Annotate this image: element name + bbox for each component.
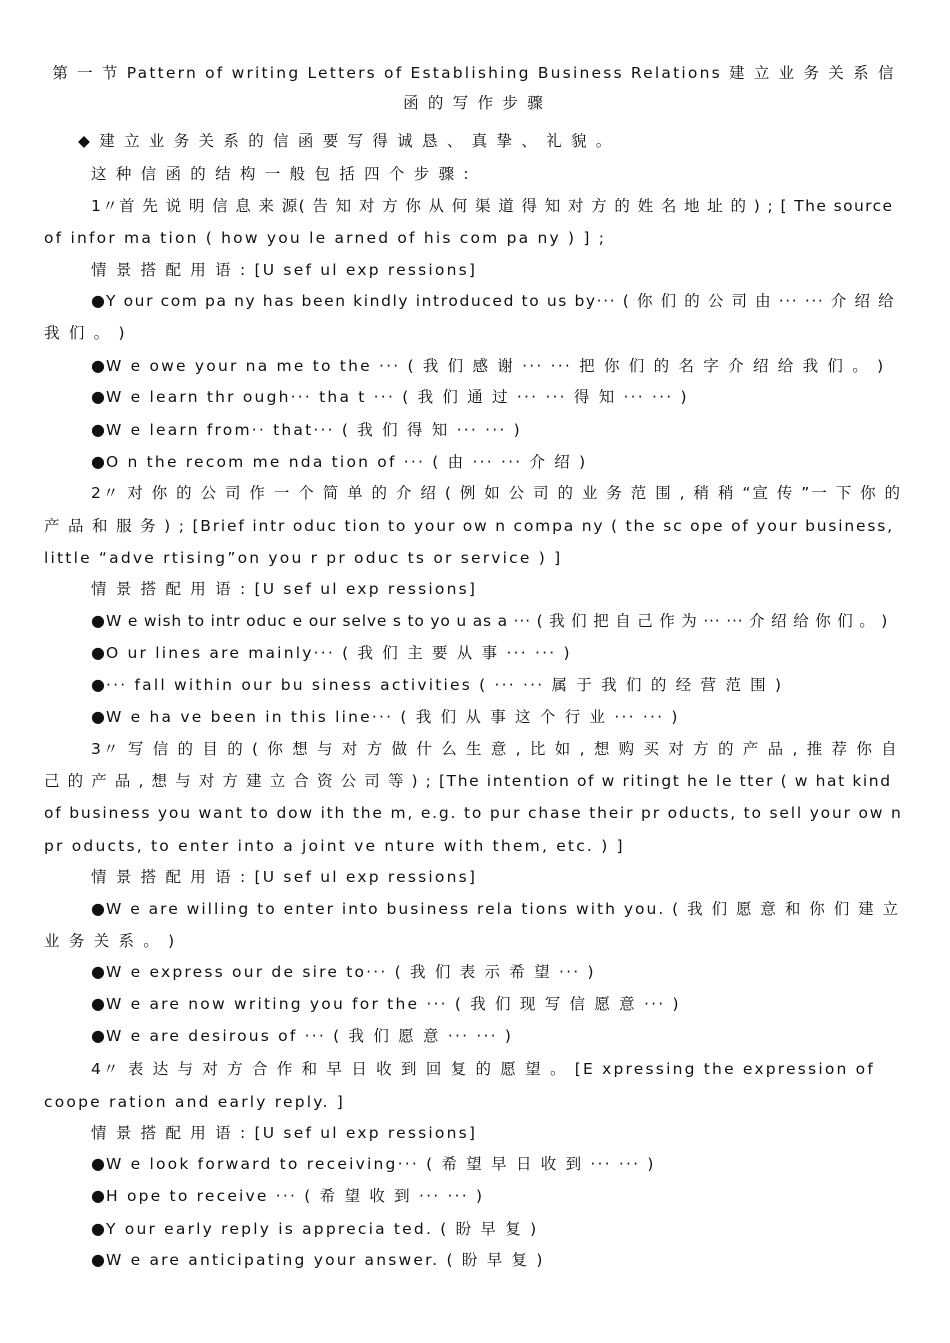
step-2-expression-3: ●··· fall within our bu siness activities ( ··· ··· 属 于 我 们 的 经 营 范 围 ) — [91, 675, 784, 694]
step-4-heading: 4〃 表 达 与 对 方 合 作 和 早 日 收 到 回 复 的 愿 望 。 [E xpressing the expression of — [91, 1060, 876, 1078]
intro-line-1: ◆ 建 立 业 务 关 系 的 信 函 要 写 得 诚 恳 、 真 挚 、 礼 貌 。 — [78, 132, 614, 150]
bullet-icon: ● — [91, 1154, 105, 1173]
step-4-expression-1: ●W e look forward to receiving··· ( 希 望 早 日 收 到 ··· ··· ) — [91, 1154, 656, 1173]
bullet-icon: ● — [91, 1250, 105, 1269]
step-1-expression-1: ●Y our com pa ny has been kindly introduced to us by··· ( 你 们 的 公 司 由 ··· ··· 介 绍 给 — [91, 291, 896, 310]
step-4-expression-3: ●Y our early reply is apprecia ted. ( 盼 早 复 ) — [91, 1219, 539, 1238]
bullet-icon: ● — [91, 707, 105, 726]
step-2-expression-1: ●W e wish to intr oduc e our selve s to yo u as a ··· ( 我 们 把 自 己 作 为 ··· ··· 介 绍 给 你 们 。 ) — [91, 611, 889, 630]
step-3-heading-cont-1: 己 的 产 品 , 想 与 对 方 建 立 合 资 公 司 等 ) ; [The intention of w ritingt he le tter ( w hat kind — [44, 772, 892, 790]
bullet-icon: ● — [91, 994, 105, 1013]
step-1-expression-1-cont: 我 们 。 ) — [44, 324, 127, 342]
step-3-expression-3: ●W e are now writing you for the ··· ( 我 们 现 写 信 愿 意 ··· ) — [91, 994, 681, 1013]
step-2-expression-4: ●W e ha ve been in this line··· ( 我 们 从 事 这 个 行 业 ··· ··· ) — [91, 707, 680, 726]
step-1-expression-3: ●W e learn thr ough··· tha t ··· ( 我 们 通 过 ··· ··· 得 知 ··· ··· ) — [91, 387, 689, 406]
bullet-icon: ● — [91, 962, 105, 981]
step-4-expression-2: ●H ope to receive ··· ( 希 望 收 到 ··· ··· ) — [91, 1186, 485, 1205]
bullet-icon: ● — [91, 356, 105, 375]
step-4-useful-label: 情 景 搭 配 用 语 : [U sef ul exp ressions] — [91, 1124, 478, 1142]
step-4-heading-cont: coope ration and early reply. ] — [44, 1093, 345, 1111]
step-2-expression-2: ●O ur lines are mainly··· ( 我 们 主 要 从 事 ··· ··· ) — [91, 643, 572, 662]
bullet-icon: ● — [91, 1219, 105, 1238]
step-1-expression-5: ●O n the recom me nda tion of ··· ( 由 ··· ··· 介 绍 ) — [91, 452, 588, 471]
bullet-icon: ● — [91, 452, 105, 471]
step-2-heading-cont-2: little “adve rtising”on you r pr oduc ts or service ) ] — [44, 549, 563, 567]
bullet-icon: ● — [91, 387, 105, 406]
step-1-expression-2: ●W e owe your na me to the ··· ( 我 们 感 谢 ··· ··· 把 你 们 的 名 字 介 绍 给 我 们 。 ) — [91, 356, 886, 375]
bullet-icon: ● — [91, 1026, 105, 1045]
step-3-heading-cont-2: of business you want to dow ith the m, e.g. to pur chase their pr oducts, to sell your ow n — [44, 804, 903, 822]
bullet-icon: ● — [91, 611, 105, 630]
step-2-heading: 2〃 对 你 的 公 司 作 一 个 简 单 的 介 绍 ( 例 如 公 司 的 业 务 范 围 , 稍 稍 “宣 传 ”一 下 你 的 — [91, 484, 903, 502]
step-3-useful-label: 情 景 搭 配 用 语 : [U sef ul exp ressions] — [91, 868, 478, 886]
step-1-useful-label: 情 景 搭 配 用 语 : [U sef ul exp ressions] — [91, 261, 478, 279]
step-4-expression-4: ●W e are anticipating your answer. ( 盼 早 复 ) — [91, 1250, 545, 1269]
bullet-icon: ● — [91, 643, 105, 662]
step-3-expression-1-cont: 业 务 关 系 。 ) — [44, 932, 177, 950]
step-3-heading-cont-3: pr oducts, to enter into a joint ve nture with them, etc. ) ] — [44, 837, 625, 855]
bullet-icon: ● — [91, 291, 105, 310]
bullet-icon: ● — [91, 1186, 105, 1205]
bullet-icon: ● — [91, 420, 105, 439]
bullet-icon: ● — [91, 675, 105, 694]
step-3-heading: 3〃 写 信 的 目 的 ( 你 想 与 对 方 做 什 么 生 意 , 比 如 , 想 购 买 对 方 的 产 品 , 推 荐 你 自 — [91, 740, 899, 758]
step-1-heading-cont: of infor ma tion ( how you le arned of his com pa ny ) ] ; — [44, 229, 607, 247]
step-3-expression-2: ●W e express our de sire to··· ( 我 们 表 示 希 望 ··· ) — [91, 962, 596, 981]
step-1-expression-4: ●W e learn from·· that··· ( 我 们 得 知 ··· ··· ) — [91, 420, 522, 439]
intro-line-2: 这 种 信 函 的 结 构 一 般 包 括 四 个 步 骤 : — [91, 165, 471, 183]
step-2-useful-label: 情 景 搭 配 用 语 : [U sef ul exp ressions] — [91, 580, 478, 598]
step-3-expression-1: ●W e are willing to enter into business rela tions with you. ( 我 们 愿 意 和 你 们 建 立 — [91, 899, 901, 918]
step-2-heading-cont-1: 产 品 和 服 务 ) ; [Brief intr oduc tion to your ow n compa ny ( the sc ope of your business, — [44, 517, 894, 535]
bullet-icon: ● — [91, 899, 105, 918]
section-title: 第 一 节 Pattern of writing Letters of Establishing Business Relations 建 立 业 务 关 系 信 函 的 写 作 步 骤 — [52, 64, 896, 112]
step-3-expression-4: ●W e are desirous of ··· ( 我 们 愿 意 ··· ··· ) — [91, 1026, 514, 1045]
step-1-heading: 1〃首 先 说 明 信 息 来 源( 告 知 对 方 你 从 何 渠 道 得 知 对 方 的 姓 名 地 址 的 ) ; [ The source — [91, 197, 894, 215]
